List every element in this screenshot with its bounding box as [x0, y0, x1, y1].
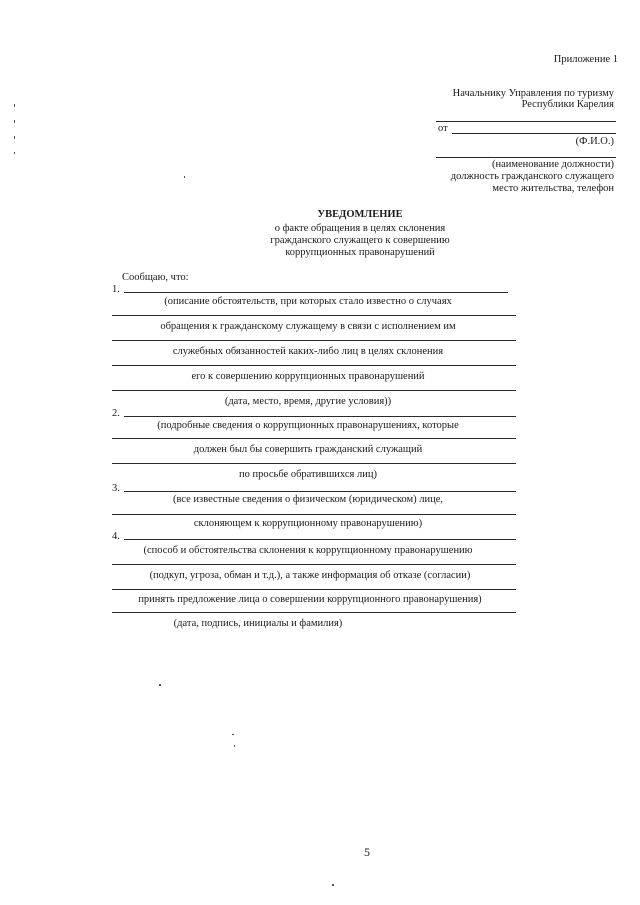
item1-caption-0: (описание обстоятельств, при которых стало известно о случаях — [164, 296, 452, 307]
item4-caption-1: (подкуп, угроза, обман и т.д.), а также информация об отказе (согласии) — [149, 570, 471, 581]
scan-speck — [159, 684, 161, 686]
item4-line-2 — [112, 589, 516, 590]
item2-line-0 — [124, 416, 516, 417]
item1-caption-1: обращения к гражданскому служащему в связи с исполнением им — [160, 321, 456, 332]
scan-speck — [14, 120, 15, 123]
scan-speck — [232, 734, 234, 735]
item4-line-0 — [124, 539, 516, 540]
title-line1: о факте обращения в целях склонения — [274, 223, 446, 234]
title-line2: гражданского служащего к совершению — [270, 235, 450, 246]
scan-speck — [14, 136, 15, 139]
item1-line-1 — [112, 315, 516, 316]
scan-speck — [234, 745, 235, 747]
page-number: 5 — [364, 845, 370, 859]
item2-caption-0: (подробные сведения о коррупционных правонарушениях, которые — [157, 420, 459, 431]
addressee-blank-line — [436, 121, 616, 122]
item4-caption-3: (дата, подпись, инициалы и фамилия) — [173, 618, 343, 629]
item4-line-3 — [112, 612, 516, 613]
item2-caption-2: по просьбе обратившихся лиц) — [239, 469, 377, 480]
scan-speck — [14, 104, 15, 107]
appendix-label: Приложение 1 — [553, 54, 618, 65]
intro-text: Сообщаю, что: — [122, 272, 189, 283]
fio-caption: (Ф.И.О.) — [575, 136, 614, 147]
item1-line-0 — [124, 292, 508, 293]
item1-caption-2: служебных обязанностей каких-либо лиц в целях склонения — [172, 346, 444, 357]
item1-caption-3: его к совершению коррупционных правонарушений — [191, 371, 425, 382]
from-prefix: от — [438, 123, 448, 134]
item1-number: 1. — [112, 284, 120, 295]
scan-speck — [332, 884, 334, 886]
scan-speck — [184, 176, 185, 178]
scan-speck — [14, 152, 15, 154]
item4-caption-2: принять предложение лица о совершении коррупционного правонарушения) — [138, 594, 482, 605]
item2-line-1 — [112, 438, 516, 439]
item2-line-2 — [112, 463, 516, 464]
item3-number: 3. — [112, 483, 120, 494]
item1-caption-4: (дата, место, время, другие условия)) — [224, 396, 392, 407]
item2-caption-1: должен был бы совершить гражданский служащий — [193, 444, 423, 455]
item2-number: 2. — [112, 408, 120, 419]
item3-caption-0: (все известные сведения о физическом (юридическом) лице, — [172, 494, 444, 505]
item4-line-1 — [112, 564, 516, 565]
document-heading: УВЕДОМЛЕНИЕ — [317, 209, 403, 220]
item3-line-0 — [124, 491, 516, 492]
residence-phone: место жительства, телефон — [492, 183, 614, 194]
addressee-line1: Начальнику Управления по туризму — [452, 88, 614, 99]
item1-line-2 — [112, 340, 516, 341]
title-line3: коррупционных правонарушений — [285, 247, 435, 258]
position-caption: (наименование должности) — [491, 159, 614, 170]
addressee-line2: Республики Карелия — [521, 99, 614, 110]
item3-line-1 — [112, 514, 516, 515]
item1-line-4 — [112, 390, 516, 391]
civil-servant-position: должность гражданского служащего — [450, 171, 614, 182]
item4-caption-0: (способ и обстоятельства склонения к коррупционному правонарушению — [143, 545, 473, 556]
from-blank-line — [452, 133, 616, 134]
item1-line-3 — [112, 365, 516, 366]
item4-number: 4. — [112, 531, 120, 542]
position-blank-line — [436, 157, 616, 158]
item3-caption-1: склоняющем к коррупционному правонарушению) — [193, 518, 423, 529]
